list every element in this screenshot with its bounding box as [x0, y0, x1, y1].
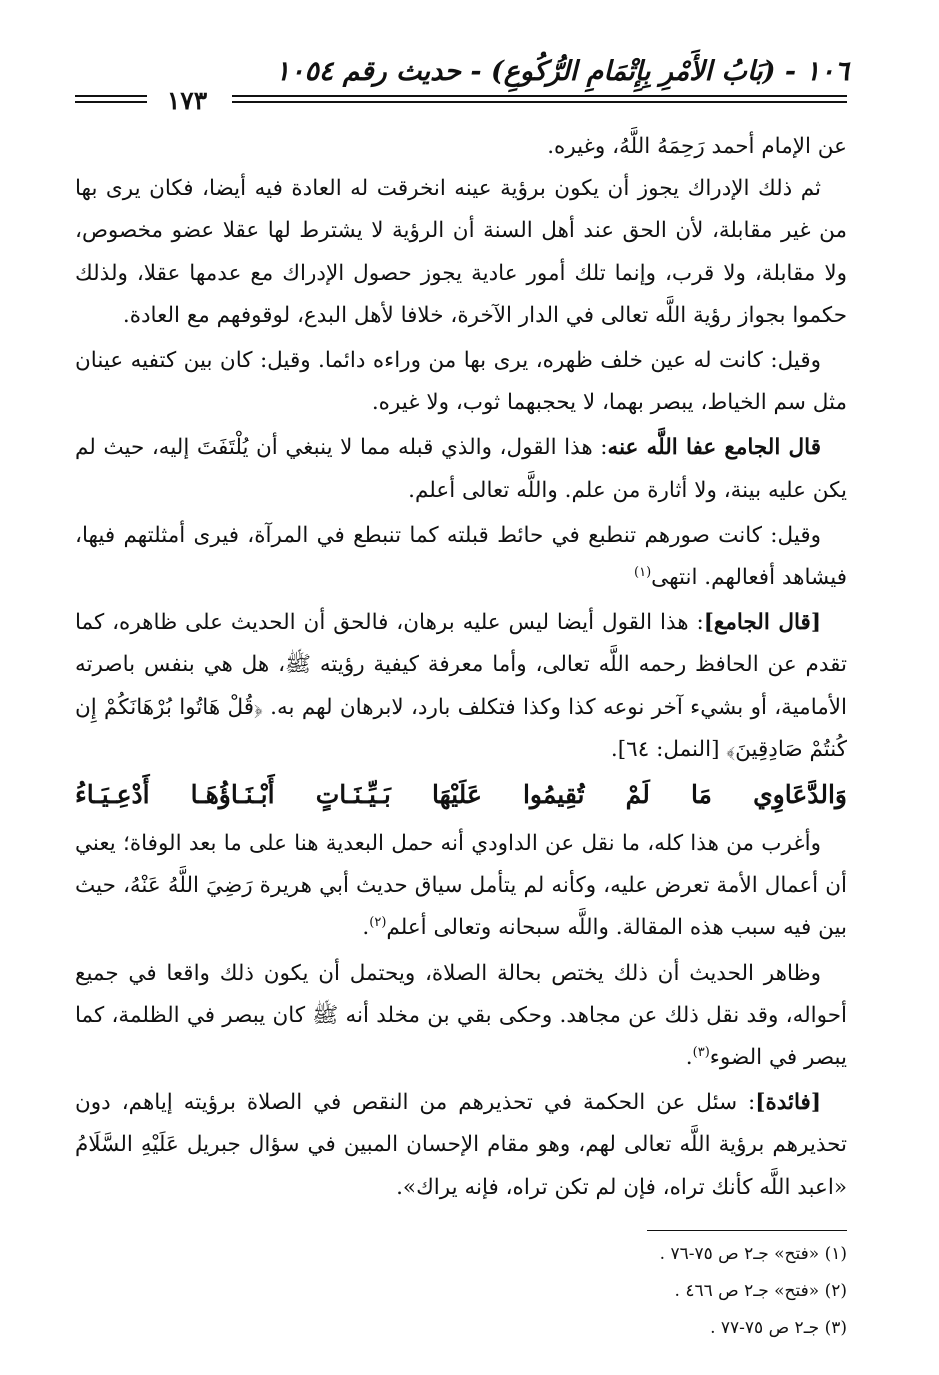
poetry-verse — [75, 773, 847, 817]
footnotes — [347, 1236, 847, 1347]
verse-word: وَالدَّعَاوِي — [753, 780, 847, 810]
paragraph: وظاهر الحديث أن ذلك يختص بحالة الصلاة، ويحتمل أن يكون ذلك واقعا في جميع أحواله، وقد نقل ذلك عن مجاهد. وحكى بقي بن مخلد أنه ﷺ كان يبصر في الظلمة، كما يبصر في الضوء$^{(٣)}$. — [75, 960, 847, 1071]
header-rule — [75, 95, 147, 97]
paragraph-text: وظاهر الحديث أن ذلك يختص بحالة الصلاة، ويحتمل أن يكون ذلك واقعا في جميع أحواله، وقد نقل ذلك عن مجاهد. وحكى بقي بن مخلد أنه ﷺ كان يبصر في الظلمة، كما يبصر في الضوء — [75, 960, 847, 1071]
header-rule — [232, 101, 847, 103]
footnote-ref: (٣) — [692, 1044, 710, 1060]
verse-word: بَـيِّـنَـاتٍ — [315, 780, 391, 810]
paragraph-text: وقيل: كانت صورهم تنطبع في حائط قبلته كما تنبطع في المرآة، فيرى أمثلتهم فيها، فيشاهد أفعالهم. انتهى — [75, 522, 847, 591]
header-rule — [232, 95, 847, 97]
paragraph — [75, 427, 847, 511]
jami-label: [قال الجامع] — [703, 610, 821, 636]
footnote: (٢) «فتح» جـ٢ ص ٤٦٦ . — [674, 1281, 847, 1301]
paragraph-text: : سئل عن الحكمة في تحذيرهم من النقص في الصلاة برؤيته إياهم، دون تحذيرهم برؤية اللَّه تعالى لهم، وهو مقام الإحسان المبين في سؤال جبريل عَلَيْهِ السَّلَامُ «اعبد اللَّه كأنك تراه، فإن لم تكن تراه، فإنه يراك». — [75, 1090, 847, 1200]
paragraph-text: وأغرب من هذا كله، ما نقل عن الداودي أنه حمل البعدية هنا على ما بعد الوفاة؛ يعني أن أعمال الأمة تعرض عليه، وكأنه لم يتأمل سياق حديث أبي هريرة رَضِيَ اللَّهُ عَنْهُ، حيث بين فيه سبب هذه المقالة. واللَّه سبحانه وتعالى أعلم — [75, 831, 847, 941]
page-number: ١٧٣ — [166, 86, 208, 115]
paragraph: وقيل: كانت له عين خلف ظهره، يرى بها من وراءه دائما. وقيل: كان بين كتفيه عينان مثل سم الخياط، يبصر بهما، لا يحجبهما ثوب، ولا غيره. — [75, 348, 847, 416]
chapter-header-title: ١٠٦ - (بَابُ الأَمْرِ بِإِتْمَامِ الرُّكُوعِ) - حديث رقم ١٠٥٤ — [275, 56, 849, 87]
jami-label: قال الجامع عفا اللَّه عنه — [607, 435, 821, 461]
footnote: (١) «فتح» جـ٢ ص ٧٥-٧٦ . — [659, 1244, 847, 1264]
paragraph — [75, 515, 847, 599]
verse-word: مَا — [690, 780, 712, 810]
header-rule — [75, 101, 147, 103]
main-text — [75, 126, 847, 1209]
footnote: (٣) جـ٢ ص ٧٥-٧٧ . — [710, 1318, 847, 1338]
verse-word: تُقِيمُوا — [522, 780, 585, 810]
paragraph: عن الإمام أحمد رَحِمَهُ اللَّهُ، وغيره. — [547, 134, 847, 159]
paragraph — [75, 1082, 847, 1209]
benefit-label: [فائدة] — [755, 1090, 821, 1116]
verse-word: عَلَيْهَا — [431, 780, 482, 810]
paragraph — [75, 602, 847, 771]
paragraph: وأغرب من هذا كله، ما نقل عن الداودي أنه حمل البعدية هنا على ما بعد الوفاة؛ يعني أن أعمال الأمة تعرض عليه، وكأنه لم يتأمل سياق حديث أبي هريرة رَضِيَ اللَّهُ عَنْهُ، حيث بين فيه سبب هذه المقالة. واللَّه سبحانه وتعالى أعلم$^{(٢)}$. — [75, 831, 847, 941]
verse-word: لَمْ — [625, 780, 650, 810]
paragraph: ثم ذلك الإدراك يجوز أن يكون برؤية عينه انخرقت له العادة فيه أيضا، فكان يرى بها من غير مقابلة، لأن الحق عند أهل السنة أن الرؤية لا يشترط لها عقلا عضو مخصوص، ولا مقابلة، ولا قرب، وإنما تلك أمور عادية يجوز حصول الإدراك مع عدمها عقلا، ولذلك حكموا بجواز رؤية اللَّه تعالى في الدار الآخرة، خلافا لأهل البدع، لوقوفهم مع العادة. — [75, 176, 847, 328]
verse-word: أَدْعِـيَـاءُ — [75, 780, 150, 810]
verse-word: أَبْـنَـاؤُهَـا — [190, 780, 275, 810]
paragraph-text: : هذا القول أيضا ليس عليه برهان، فالحق أن الحديث على ظاهره، كما تقدم عن الحافظ رحمه اللَّه تعالى، وأما معرفة كيفية رؤيته ﷺ، هل هي بنفس باصرته الأمامية، أو بشيء آخر نوعه كذا وكذا فتكلف بارد، لابرهان لهم به. ﴿قُلْ هَاتُوا بُرْهَانَكُمْ إِن كُنتُمْ صَادِقِينَ﴾ [النمل: ٦٤]. — [75, 610, 847, 762]
footnote-rule — [647, 1230, 847, 1231]
paragraph-text: : هذا القول، والذي قبله مما لا ينبغي أن يُلْتَفَتَ إليه، حيث لم يكن عليه بينة، ولا أثارة من علم. واللَّه تعالى أعلم. — [75, 435, 847, 503]
footnote-ref: (٢) — [369, 915, 387, 931]
footnote-ref: (١) — [634, 564, 652, 580]
